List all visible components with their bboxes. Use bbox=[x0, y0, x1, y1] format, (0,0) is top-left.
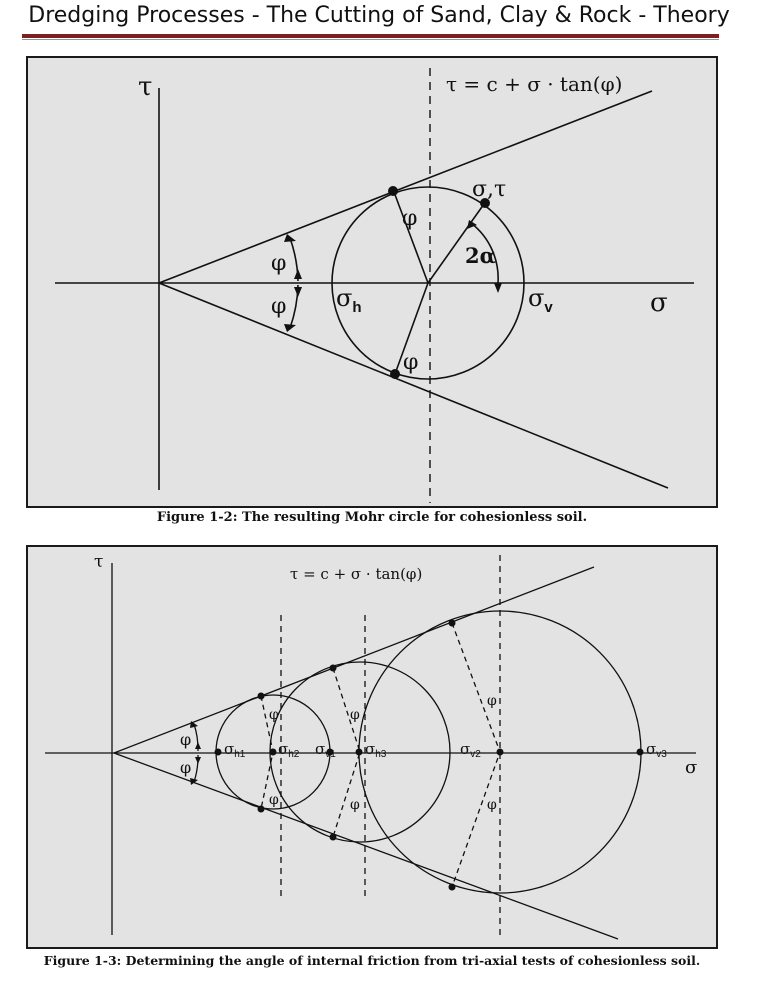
phi-label-c2-upper: φ bbox=[350, 707, 360, 723]
header-rule-thin bbox=[22, 39, 719, 40]
sigma-label: σ bbox=[685, 757, 698, 778]
sigma-v-label: $\sigma_v$ bbox=[528, 284, 553, 316]
phi-label-c3-lower: φ bbox=[487, 797, 497, 813]
page-header: Dredging Processes - The Cutting of Sand, Clay & Rock - Theory bbox=[28, 3, 730, 28]
failure-line-lower bbox=[159, 283, 668, 488]
point-sigma-tau-label: σ,τ bbox=[472, 177, 507, 202]
tangent-point-1-upper bbox=[258, 693, 265, 700]
sigma-h1-label: $\sigma_{h1}$ bbox=[224, 740, 246, 760]
tangent-point-upper bbox=[388, 186, 398, 196]
phi-label-left-lower: φ bbox=[271, 294, 287, 319]
figure-2-caption: Figure 1-3: Determining the angle of internal friction from tri-axial tests of cohesionless soil. bbox=[43, 953, 701, 968]
sigma-v1-label: $\sigma_{v1}$ bbox=[315, 740, 336, 760]
failure-line-upper bbox=[159, 91, 652, 283]
header-rule bbox=[22, 34, 719, 38]
phi-label-c3-upper: φ bbox=[487, 693, 497, 709]
point-sigma-h1 bbox=[215, 749, 222, 756]
sigma-h2-label: $\sigma_{h2}$ bbox=[278, 740, 300, 760]
failure-formula: τ = c + σ · tan(φ) bbox=[290, 565, 423, 583]
sigma-label: σ bbox=[650, 288, 668, 318]
phi-label-c1-upper: φ bbox=[269, 707, 279, 723]
sigma-h-label: $\sigma_h$ bbox=[336, 284, 362, 316]
figure-mohr-circle bbox=[26, 56, 718, 508]
failure-line-upper bbox=[114, 567, 594, 753]
tangent-point-2-lower bbox=[330, 834, 337, 841]
sigma-v3-label: $\sigma_{v3}$ bbox=[646, 740, 667, 760]
tau-label: τ bbox=[138, 72, 153, 102]
phi-label-upper: φ bbox=[402, 206, 418, 231]
point-sigma-h3 bbox=[356, 749, 363, 756]
phi-label-left-lower: φ bbox=[180, 758, 192, 777]
phi-label-left-upper: φ bbox=[271, 251, 287, 276]
tangent-point-3-lower bbox=[449, 884, 456, 891]
phi-label-left-upper: φ bbox=[180, 730, 192, 749]
figure-1-caption: Figure 1-2: The resulting Mohr circle for cohesionless soil. bbox=[156, 510, 588, 525]
point-center-3 bbox=[497, 749, 504, 756]
tangent-point-3-upper bbox=[449, 620, 456, 627]
tangent-point-lower bbox=[390, 369, 400, 379]
failure-formula: τ = c + σ · tan(φ) bbox=[446, 72, 623, 96]
triaxial-mohr-diagram bbox=[28, 547, 716, 947]
angle-2alpha-label: 2α bbox=[465, 243, 496, 268]
sigma-h3-label: $\sigma_{h3}$ bbox=[365, 740, 387, 760]
tau-label: τ bbox=[94, 552, 104, 572]
tangent-point-1-lower bbox=[258, 806, 265, 813]
failure-line-lower bbox=[114, 753, 618, 939]
sigma-v2-label: $\sigma_{v2}$ bbox=[460, 740, 481, 760]
mohr-circle-diagram bbox=[28, 58, 716, 506]
phi-label-lower: φ bbox=[403, 350, 419, 375]
phi-label-c1-lower: φ bbox=[269, 792, 279, 808]
figure-triaxial-tests bbox=[26, 545, 718, 949]
phi-label-c2-lower: φ bbox=[350, 797, 360, 813]
point-sigma-v3 bbox=[637, 749, 644, 756]
tangent-point-2-upper bbox=[330, 665, 337, 672]
point-sigma-h2 bbox=[270, 749, 277, 756]
